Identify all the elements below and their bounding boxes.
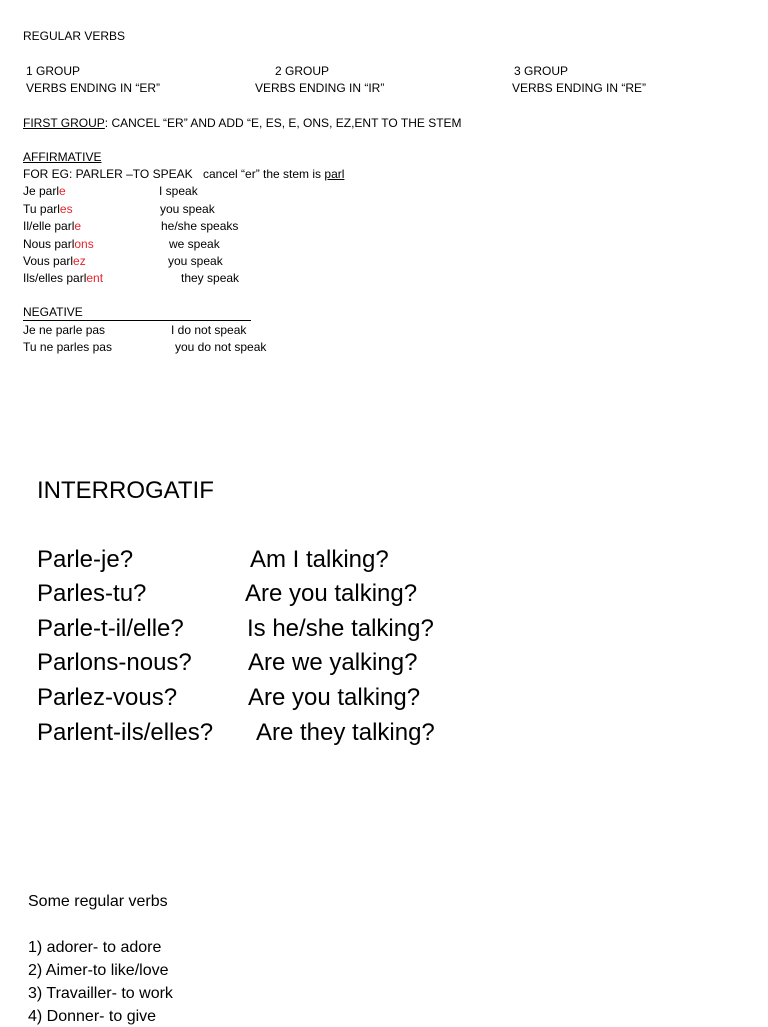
stem-note-text: cancel “er” the stem is: [203, 167, 322, 181]
group-2-name: 2 GROUP: [275, 64, 330, 78]
page-title: REGULAR VERBS: [23, 29, 126, 43]
conjugation-stem: Tu parl: [23, 202, 60, 216]
interrogative-english: Is he/she talking?: [247, 615, 434, 642]
conjugation-ending: ent: [86, 271, 104, 285]
conjugation-french: [23, 219, 81, 233]
interrogative-french: Parles-tu?: [37, 580, 147, 607]
group-3-ending: VERBS ENDING IN “RE”: [512, 81, 647, 95]
conjugation-english: you speak: [168, 254, 223, 268]
affirmative-example: FOR EG: PARLER –TO SPEAK: [23, 167, 193, 181]
group-1-ending: VERBS ENDING IN “ER”: [26, 81, 161, 95]
interrogative-english: Am I talking?: [250, 546, 389, 573]
conjugation-stem: Je parl: [23, 184, 60, 198]
interrogative-french: Parle-t-il/elle?: [37, 615, 184, 642]
negative-french: Tu ne parles pas: [23, 340, 112, 354]
stem-note: [203, 167, 344, 181]
conjugation-ending: es: [59, 202, 73, 216]
conjugation-english: you speak: [160, 202, 215, 216]
negative-english: I do not speak: [171, 323, 247, 337]
interrogative-french: Parlent-ils/elles?: [37, 719, 214, 746]
verb-list-item: 4) Donner- to give: [28, 1008, 157, 1025]
conjugation-ending: e: [74, 219, 82, 233]
conjugation-french: [23, 237, 94, 251]
conjugation-french: [23, 202, 73, 216]
interrogative-english: Are you talking?: [248, 684, 421, 711]
conjugation-french: [23, 271, 103, 285]
conjugation-ending: e: [59, 184, 66, 198]
negative-heading: NEGATIVE: [23, 305, 83, 319]
conjugation-english: they speak: [181, 271, 240, 285]
interrogative-french: Parlons-nous?: [37, 649, 192, 676]
conjugation-english: he/she speaks: [161, 219, 239, 233]
first-group-rule: [23, 116, 462, 130]
conjugation-stem: Il/elle parl: [23, 219, 75, 233]
conjugation-french: [23, 184, 66, 198]
conjugation-stem: Ils/elles parl: [23, 271, 87, 285]
negative-underline: [23, 320, 251, 321]
interrogative-english: Are they talking?: [256, 719, 435, 746]
conjugation-ending: ons: [74, 237, 94, 251]
negative-french: Je ne parle pas: [23, 323, 106, 337]
negative-english: you do not speak: [175, 340, 267, 354]
interrogative-heading: INTERROGATIF: [37, 477, 214, 504]
verb-list-item: 2) Aimer-to like/love: [28, 962, 169, 979]
interrogative-english: Are we yalking?: [248, 649, 418, 676]
group-2-ending: VERBS ENDING IN “IR”: [255, 81, 385, 95]
some-verbs-heading: Some regular verbs: [28, 893, 168, 910]
conjugation-english: we speak: [169, 237, 220, 251]
conjugation-stem: Nous parl: [23, 237, 75, 251]
verb-list-item: 1) adorer- to adore: [28, 939, 162, 956]
conjugation-stem: Vous parl: [23, 254, 74, 268]
affirmative-heading: AFFIRMATIVE: [23, 150, 102, 164]
interrogative-french: Parlez-vous?: [37, 684, 178, 711]
conjugation-french: [23, 254, 86, 268]
group-3-name: 3 GROUP: [514, 64, 569, 78]
conjugation-ending: ez: [73, 254, 86, 268]
verb-list-item: 3) Travailler- to work: [28, 985, 173, 1002]
first-group-label: FIRST GROUP: [23, 116, 105, 130]
group-1-name: 1 GROUP: [26, 64, 81, 78]
interrogative-french: Parle-je?: [37, 546, 134, 573]
stem-value: parl: [324, 167, 345, 181]
conjugation-english: I speak: [159, 184, 198, 198]
first-group-text: : CANCEL “ER” AND ADD “E, ES, E, ONS, EZ,ENT TO THE STEM: [104, 116, 462, 130]
interrogative-english: Are you talking?: [245, 580, 418, 607]
